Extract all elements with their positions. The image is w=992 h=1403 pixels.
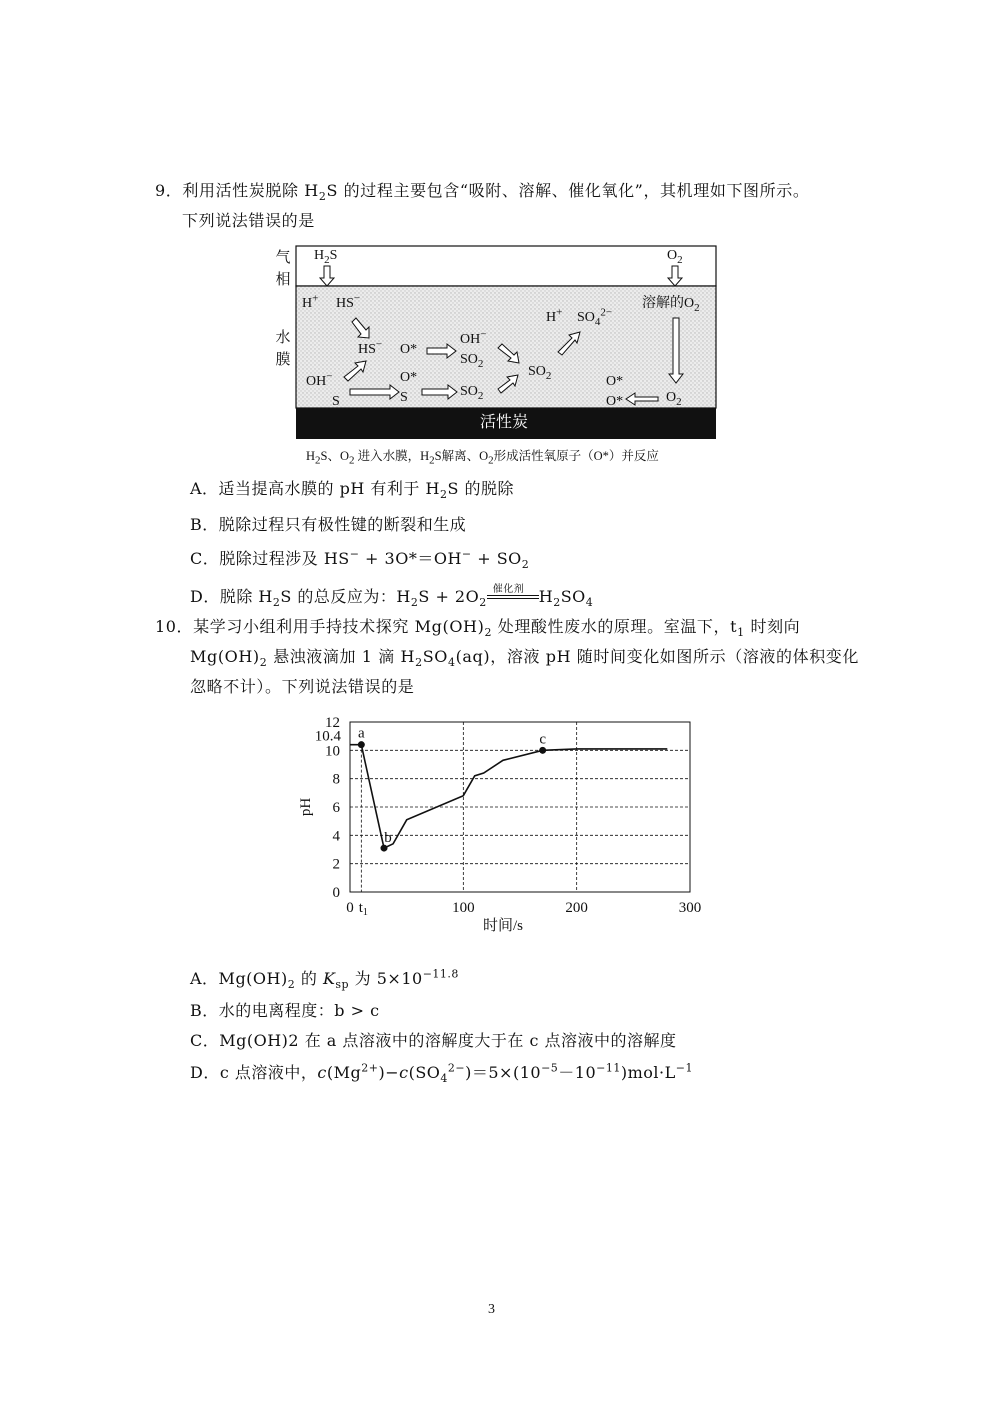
- q9-option-b: B．脱除过程只有极性键的断裂和生成: [190, 515, 467, 534]
- q9-stem-line1: 9．利用活性炭脱除 $H_2S$ 的过程主要包含“吸附、溶解、催化氧化”，其机理如下图所示。: [155, 181, 810, 204]
- y-tick-label-10-4: 10.4: [314, 728, 341, 745]
- label-so4: $SO_4^{2-}$: [577, 306, 613, 328]
- x-tick-label: 200: [565, 900, 588, 916]
- q10-option-b: B．水的电离程度：b > c: [190, 1001, 380, 1020]
- q9-stem-line2: 下列说法错误的是: [182, 211, 315, 230]
- q10-stem-line1: 10．某学习小组利用手持技术探究 $Mg(OH)_2$ 处理酸性废水的原理。室温下，$t_1$ 时刻向: [155, 617, 801, 640]
- label-dissolved-o2: 溶解的$O_2$: [642, 296, 700, 314]
- label-o-star-4: O*: [606, 394, 624, 409]
- y-tick-label: 2: [332, 856, 340, 873]
- label-s-2: S: [400, 390, 408, 405]
- label-h2s: $H_2S$: [314, 248, 338, 266]
- page-number: 3: [488, 1302, 495, 1317]
- chart-svg: [290, 712, 720, 952]
- q9-option-d: D．脱除 $H_2S$ 的总反应为：$H_2S + 2O_2$ 催化剂 $H_2SO_4$: [190, 586, 593, 608]
- data-point-label-a: a: [357, 725, 365, 742]
- label-oh-2: OH−: [306, 370, 333, 389]
- ph-time-chart: [290, 712, 720, 952]
- x-tick-label: 300: [678, 900, 702, 916]
- y-tick-label: 8: [332, 771, 340, 788]
- label-hs-minus: HS−: [336, 292, 361, 311]
- label-so2-1: $SO_2$: [460, 352, 484, 370]
- q10-option-a: A．$Mg(OH)_2$ 的 $K_{sp}$ 为 $5\times 10^{-11.8}$: [190, 967, 459, 992]
- label-activated-carbon: 活性炭: [480, 412, 529, 431]
- data-point-label-c: c: [539, 731, 547, 748]
- data-point-c: [539, 747, 546, 754]
- y-tick-label: 0: [332, 885, 340, 901]
- y-axis-label: pH: [298, 797, 314, 817]
- label-so2-2: $SO_2$: [460, 384, 484, 402]
- q9-option-c: C．脱除过程涉及 $HS^- + 3O*=OH^- + SO_2$: [190, 547, 530, 572]
- mechanism-diagram: [270, 244, 720, 444]
- q9-option-a: A．适当提高水膜的 pH 有利于 $H_2S$ 的脱除: [190, 479, 515, 502]
- x-tick-label: 0: [346, 900, 354, 916]
- label-o2-top: $O_2$: [667, 248, 683, 266]
- label-hs-minus-2: HS−: [358, 338, 383, 357]
- y-tick-label: 12: [325, 715, 340, 731]
- label-so2-center: $SO_2$: [528, 364, 552, 382]
- q10-option-c: C．Mg(OH)2 在 a 点溶液中的溶解度大于在 c 点溶液中的溶解度: [190, 1031, 677, 1050]
- label-s-1: S: [332, 394, 340, 409]
- x-axis-label: 时间/s: [482, 918, 524, 934]
- q10-stem-line2: $Mg(OH)_2$ 悬浊液滴加 1 滴 $H_2SO_4(aq)$，溶液 pH 随时间变化如图所示（溶液的体积变化: [190, 647, 860, 670]
- q10-option-d: D．c 点溶液中，$c(Mg^{2+})-c(SO_4^{2-})=5\times(10^{-5}-10^{-11})mol\cdot L^{-1}$: [190, 1061, 693, 1086]
- label-h-plus-2: H+: [546, 306, 563, 325]
- water-film-label: 水 膜: [275, 328, 291, 368]
- label-oh-1: OH−: [460, 328, 487, 347]
- x-tick-label: 100: [452, 900, 475, 916]
- y-tick-label: 10: [325, 743, 340, 760]
- x-tick-label-t1: $t_1$: [358, 900, 368, 918]
- y-tick-label: 6: [332, 800, 340, 816]
- catalyst-label: 催化剂: [492, 583, 525, 595]
- label-o-star-3: O*: [606, 374, 624, 389]
- label-o-star-1: O*: [400, 342, 418, 357]
- label-o-star-2: O*: [400, 370, 418, 385]
- data-point-a: [358, 741, 365, 748]
- diagram-caption: $H_2S$、$O_2$ 进入水膜，$H_2S$解离、$O_2$形成活性氧原子（O*）并反应: [306, 449, 659, 467]
- data-point-label-b: b: [384, 830, 392, 847]
- label-h-plus: H+: [302, 292, 319, 311]
- y-tick-label: 4: [332, 828, 340, 845]
- gas-phase-label: 气 相: [275, 248, 291, 288]
- q10-stem-line3: 忽略不计）。下列说法错误的是: [190, 677, 415, 696]
- label-o2-bottom: $O_2$: [666, 390, 682, 408]
